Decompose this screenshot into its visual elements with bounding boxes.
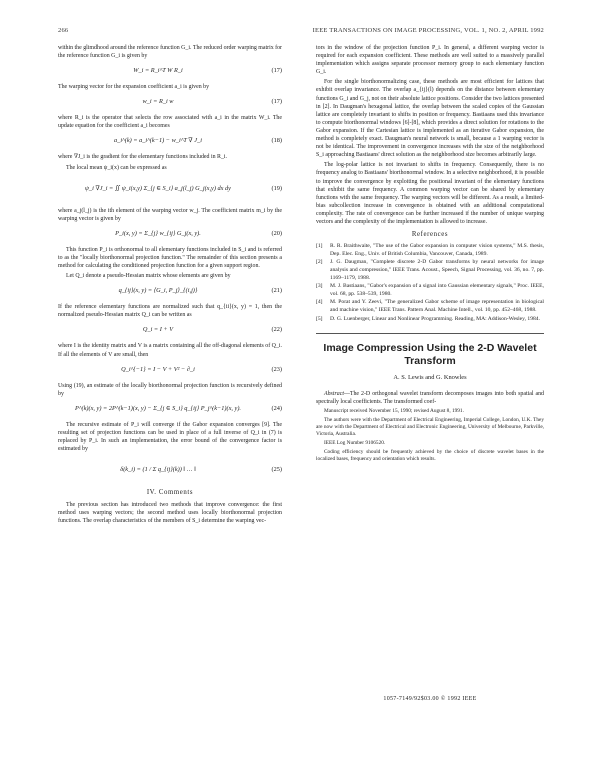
equation-body: a_i^(k) = a_i^(k−1) − w_i^T ∇ J_i bbox=[114, 137, 202, 145]
references-heading: References bbox=[411, 231, 449, 239]
equation-body: P^(k)(x, y) = 2P^(k−1)(x, y) − Σ_{j ∈ S_i} q_{ij} P_j^(k−1)(x, y). bbox=[75, 404, 241, 412]
abstract-text: —The 2-D orthogonal wavelet transform decomposes images into both spatial and spectrally local coefficients. The transformed coef- bbox=[316, 391, 544, 406]
equation-number: (22) bbox=[271, 326, 282, 334]
equation bbox=[58, 456, 282, 484]
issn-line: 1057-7149/92$03.00 © 1992 IEEE bbox=[383, 696, 477, 702]
paper-authors: A. S. Lewis and G. Knowles bbox=[393, 374, 467, 382]
equation bbox=[58, 63, 282, 79]
equation bbox=[58, 226, 282, 242]
paragraph: Using (19), an estimate of the locally biorthonormal projection function is recursively defined by bbox=[58, 382, 282, 397]
paper-title: Image Compression Using the 2-D Wavelet Transform bbox=[323, 342, 537, 368]
equation-number: (20) bbox=[271, 229, 282, 237]
equation-number: (17) bbox=[271, 67, 282, 75]
abstract bbox=[316, 390, 544, 406]
paragraph: This function P_i is orthonormal to all elementary functions included in S_i and is referred to as the "locally biorthonormal projection function." The remainder of this section presents a method for calculating the conditioned projection function for a given support region. bbox=[58, 246, 282, 270]
paragraph: For the single biorthonormalizing case, these methods are most efficient for lattices that exhibit overlap invariance. The overlap a_{ij}(l) depends on the distance between elementary functions G_i and G_j, not on their absolute lattice positions. Consider the two lattices presented in [2]. In Daugman's hexagonal lattice, the overlap between the scaled copies of the Gaussian lattice are completely invariant to shifts in position or frequency. Bastiaans used this invariance to compute biorthonormal windows [6]-[8], which provides a direct solution for rotations to the Gabor expansion. If the Cartesian lattice is implemented as an iterative Gabor expansion, the method is completely exact. Daugman's neural network is small, because a 1 warping vector is not be identical. The improvement in convergence increases with the size of the neighborhood S_i approaching Bastiaans' direct solution as the neighborhood size becomes arbitrarily large. bbox=[316, 79, 544, 159]
paragraph: where R_i is the operator that selects the row associated with a_i in the matrix W_i. The update equation for the coefficient a_i becomes bbox=[58, 115, 282, 130]
journal-title: IEEE TRANSACTIONS ON IMAGE PROCESSING, VOL. 1, NO. 2, APRIL 1992 bbox=[312, 27, 544, 34]
equation bbox=[58, 401, 282, 417]
paragraph: The log-polar lattice is not invariant to shifts in frequency. Consequently, there is no frequency analog to Bastiaans' biorthonormal window. In a selective neighborhood, it is possible to improve the convergence by exploiting the positional invariant of the elementary functions that exhibit the same frequency. A common warping vector can be shared by elementary functions with the same frequency. The warping vectors will be different. As a result, a limited-bias subcollection increase in convergence is obtained with an additional computational complexity. The rate of convergence can be further increased if the number of unique warping vectors and the complexity of the implementation is allowed to increase. bbox=[316, 162, 544, 225]
equation bbox=[58, 94, 282, 110]
reference-list bbox=[316, 243, 544, 323]
paragraph: The warping vector for the expansion coefficient a_i is given by bbox=[58, 84, 210, 91]
equation-body: Q_i^{−1} = I − V + V² − ∂_i bbox=[121, 365, 195, 373]
reference-label: [2] bbox=[316, 259, 323, 266]
reference-item bbox=[316, 259, 544, 282]
divider bbox=[316, 333, 544, 334]
running-header bbox=[58, 27, 544, 39]
reference-item bbox=[316, 283, 544, 298]
reference-label: [4] bbox=[316, 299, 323, 306]
paragraph: The previous section has introduced two methods that improve convergence: the first method uses warping vectors; the second method uses locally biorthonormal projection functions. The overlap characteristics of the members of S_i determine the warping vec- bbox=[58, 502, 282, 525]
equation bbox=[58, 283, 282, 299]
footnote: Coding efficiency should be frequently achieved by the choice of discrete wavelet bases in the localized bases, frequency and orientation which results. bbox=[316, 449, 544, 463]
equation-body: Q_i = I + V bbox=[142, 326, 174, 334]
reference-text: R. R. Braithwaite, "The use of the Gabor expansion in computer vision systems," M.S. thesis, Dep. Elec. Eng., Univ. of British Columbia, Vancouver, Canada, 1989. bbox=[330, 243, 544, 257]
reference-text: J. G. Daugman, "Complete discrete 2-D Gabor transforms by neural networks for image analysis and compression," IEEE Trans. Acoust., Speech, Signal Processing, vol. 36, no. 7, pp. 1169–1179, 1988. bbox=[330, 259, 544, 281]
left-column bbox=[58, 44, 282, 528]
paragraph: where ∇J_i is the gradient for the elementary functions included in R_i. bbox=[58, 154, 228, 161]
reference-label: [5] bbox=[316, 315, 323, 322]
equation-body: q_{ij}(x, y) = ⟨G_i, P_j⟩_{(i,j)} bbox=[118, 287, 198, 295]
equation-number: (18) bbox=[271, 137, 282, 145]
abstract-label: Abstract bbox=[324, 391, 344, 398]
equation-body: w_i = R_i w bbox=[142, 98, 174, 106]
paragraph: within the glimdhood around the reference function G_i. The reduced order warping matrix for the reference function G_i is given by bbox=[58, 45, 282, 60]
equation bbox=[58, 175, 282, 203]
page-number: 266 bbox=[58, 27, 69, 34]
footnote: The authors were with the Department of Electrical Engineering, Imperial College, London, U.K. They are now with the Department of Electrical and Electronic Engineering, University of Melbourne, Parkville, Victoria, Australia. bbox=[316, 417, 544, 438]
reference-text: D. G. Luenberger, Linear and Nonlinear Programming. Reading, MA: Addison-Wesley, 1984. bbox=[330, 315, 540, 322]
reference-text: M. Porat and Y. Zeevi, "The generalized Gabor scheme of image representation in biological and machine vision," IEEE Trans. Pattern Anal. Machine Intell., vol. 10, pp. 452–468, 1988. bbox=[330, 299, 544, 313]
equation-number: (24) bbox=[271, 404, 282, 412]
equation-body: W_i = R_i^T W R_i bbox=[133, 67, 183, 75]
paragraph: Let Q_i denote a pseudo-Hessian matrix whose elements are given by bbox=[66, 273, 231, 280]
equation-number: (17) bbox=[271, 98, 282, 106]
footnote: Manuscript received November 15, 1990; revised August 8, 1991. bbox=[324, 408, 464, 415]
paragraph: If the reference elementary functions are normalized such that q_{ii}(x, y) = 1, then the normalized pseudo-Hessian matrix Q_i can be written as bbox=[58, 304, 282, 319]
reference-item bbox=[316, 243, 544, 258]
paragraph: where a_j(l_j) is the ith element of the warping vector w_j. The coefficient matrix m_i by the warping vector is given by bbox=[58, 207, 282, 222]
reference-item bbox=[316, 316, 544, 324]
equation-body: ψ_i ∇J_i = ∬ ψ_i(x,y) Σ_{j ∈ S_i} a_j(l_j) G_j(x,y) dx dy bbox=[85, 184, 231, 192]
equation-body: δ(k_i) = (1 / Σ q_{ij}(k)) ‖ … ‖ bbox=[120, 466, 196, 474]
paragraph: tors in the window of the projection function P_i. In general, a different warping vector is required for each expansion coefficient. These methods are well suited to a massively parallel implementation which assigns separate processor memory group to each elementary function G_i. bbox=[316, 45, 544, 76]
paragraph: The local mean ψ_i(x) can be expressed as bbox=[66, 164, 167, 171]
paragraph: where I is the identity matrix and V is a matrix containing all the off-diagonal elements of Q_i. If all the elements of V are small, then bbox=[58, 343, 282, 358]
reference-text: M. J. Bastiaans, "Gabor's expansion of a signal into Gaussian elementary signals," Proc. IEEE, vol. 68, pp. 538–539, 1980. bbox=[330, 283, 544, 297]
equation-body: P_i(x, y) = Σ_{j} w_{ij} G_j(x, y). bbox=[115, 229, 201, 237]
equation-number: (25) bbox=[271, 466, 282, 474]
footnote: IEEE Log Number 9106520. bbox=[324, 440, 386, 447]
section-heading: IV. Comments bbox=[146, 489, 194, 497]
reference-item bbox=[316, 299, 544, 314]
reference-label: [3] bbox=[316, 283, 323, 290]
equation-number: (19) bbox=[271, 184, 282, 192]
reference-label: [1] bbox=[316, 243, 323, 250]
right-column bbox=[316, 44, 544, 465]
equation bbox=[58, 322, 282, 338]
equation bbox=[58, 133, 282, 149]
equation-number: (23) bbox=[271, 365, 282, 373]
equation bbox=[58, 362, 282, 378]
paragraph: The recursive estimate of P_i will converge if the Gabor expansion converges [9]. The resulting set of projection functions can be used in place of a full inverse of Q_i in (7) is replaced by P_i. In such an implementation, the error bound of the convergence factor is estimated by bbox=[58, 421, 282, 453]
equation-number: (21) bbox=[271, 287, 282, 295]
